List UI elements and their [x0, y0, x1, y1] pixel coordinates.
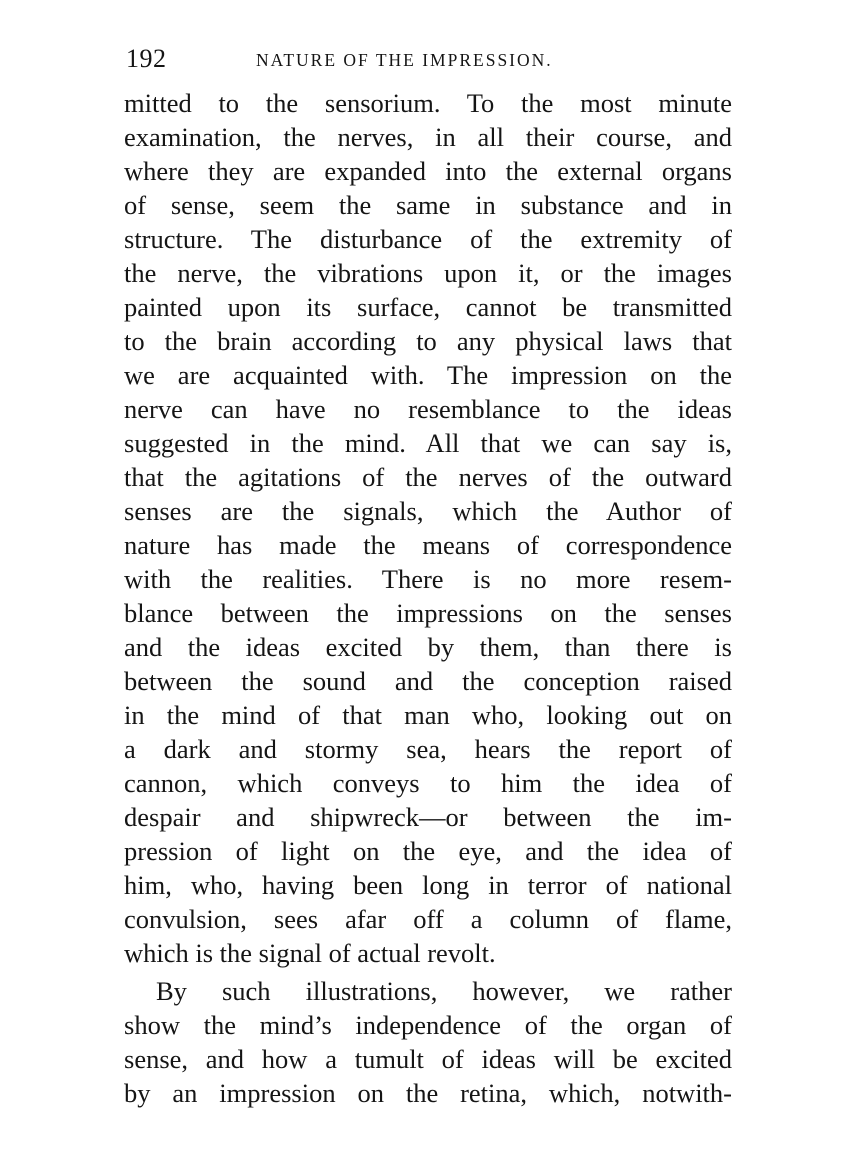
running-title: NATURE OF THE IMPRESSION. [256, 50, 553, 70]
text-line: in the mind of that man who, looking out on [124, 700, 732, 730]
text-line: structure. The disturbance of the extremity of [124, 224, 732, 254]
text-line: by an impression on the retina, which, notwith- [124, 1078, 732, 1108]
text-line: the nerve, the vibrations upon it, or the images [124, 258, 732, 288]
text-line: which is the signal of actual revolt. [124, 938, 496, 968]
text-line: suggested in the mind. All that we can say is, [124, 428, 732, 458]
text-line: him, who, having been long in terror of national [124, 870, 732, 900]
text-line: examination, the nerves, in all their course, and [124, 122, 732, 152]
text-line: where they are expanded into the external organs [124, 156, 732, 186]
text-line: between the sound and the conception raised [124, 666, 732, 696]
page-number: 192 [126, 44, 167, 73]
text-line: By such illustrations, however, we rather [156, 976, 732, 1006]
text-line: senses are the signals, which the Author of [124, 496, 732, 526]
text-line: pression of light on the eye, and the idea of [124, 836, 732, 866]
text-line: of sense, seem the same in substance and in [124, 190, 732, 220]
text-line: cannon, which conveys to him the idea of [124, 768, 732, 798]
text-line: to the brain according to any physical laws that [124, 326, 732, 356]
text-line: a dark and stormy sea, hears the report of [124, 734, 732, 764]
text-line: and the ideas excited by them, than there is [124, 632, 732, 662]
text-line: nature has made the means of correspondence [124, 530, 732, 560]
text-line: despair and shipwreck—or between the im- [124, 802, 732, 832]
text-line: convulsion, sees afar off a column of flame, [124, 904, 732, 934]
page-header [126, 44, 730, 76]
body-text [124, 86, 732, 1110]
text-line: that the agitations of the nerves of the outward [124, 462, 732, 492]
paragraph [124, 86, 732, 970]
text-line: show the mind’s independence of the organ of [124, 1010, 732, 1040]
text-line: with the realities. There is no more resem- [124, 564, 732, 594]
text-line: sense, and how a tumult of ideas will be excited [124, 1044, 732, 1074]
paragraph [124, 974, 732, 1110]
text-line: mitted to the sensorium. To the most minute [124, 88, 732, 118]
text-line: we are acquainted with. The impression on the [124, 360, 732, 390]
text-line: blance between the impressions on the senses [124, 598, 732, 628]
text-line: nerve can have no resemblance to the ideas [124, 394, 732, 424]
text-line: painted upon its surface, cannot be transmitted [124, 292, 732, 322]
